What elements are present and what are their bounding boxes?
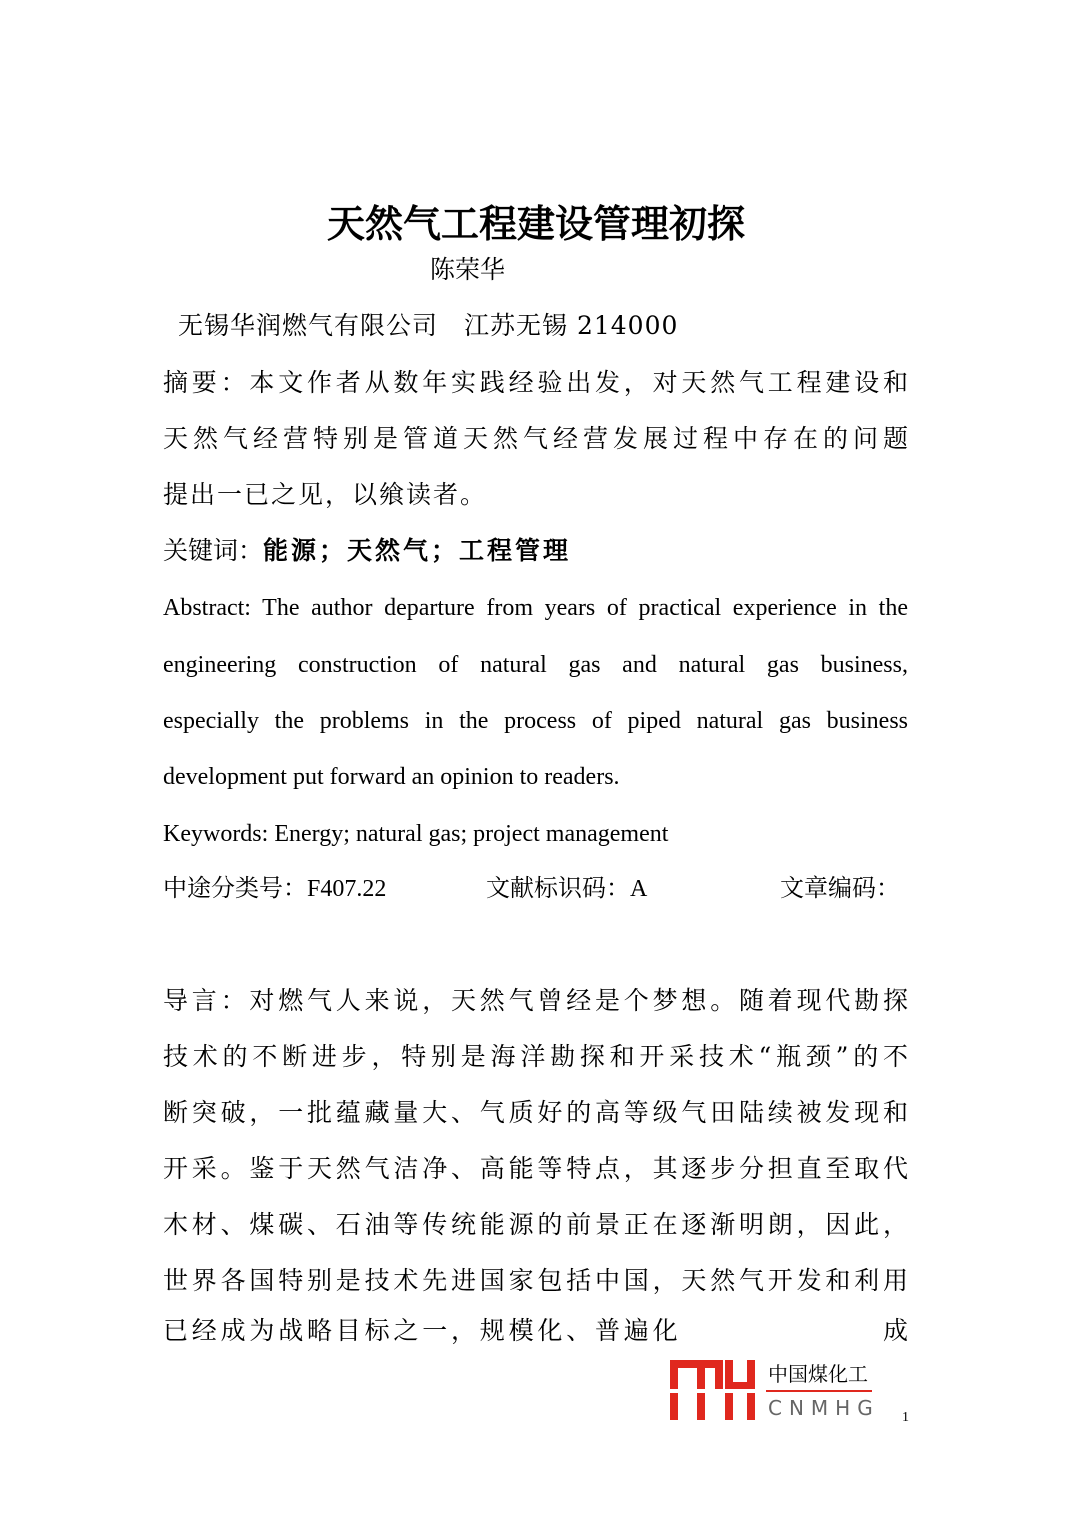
abstract-en-line: Abstract: The author departure from years of practical experience in the [163, 595, 908, 621]
watermark-logo [670, 1360, 880, 1422]
intro-line: 开采。鉴于天然气洁净、高能等特点，其逐步分担直至取代 [163, 1154, 908, 1183]
abstract-en-line: especially the problems in the process of piped natural gas business [163, 708, 908, 734]
watermark-en-text: CNMHG [768, 1396, 880, 1420]
document-code: 文献标识码：A [486, 876, 648, 902]
intro-line: 技术的不断进步，特别是海洋勘探和开采技术“瓶颈”的不 [163, 1042, 908, 1071]
keywords-zh-label: 关键词： [163, 536, 264, 565]
article-number: 文章编码： [780, 876, 900, 902]
keywords-en: Keywords: Energy; natural gas; project management [163, 821, 669, 847]
paper-title: 天然气工程建设管理初探 [326, 202, 745, 246]
abstract-zh-line: 提出一已之见，以飨读者。 [163, 480, 488, 509]
clc-number: 中途分类号：F407.22 [163, 876, 387, 902]
intro-line: 导言：对燃气人来说，天然气曾经是个梦想。随着现代勘探 [163, 986, 908, 1015]
keywords-zh-value: 能源；天然气；工程管理 [263, 536, 572, 565]
abstract-zh-line: 摘要：本文作者从数年实践经验出发，对天然气工程建设和 [163, 368, 908, 397]
page-number: 1 [902, 1410, 909, 1425]
intro-line: 断突破，一批蕴藏量大、气质好的高等级气田陆续被发现和 [163, 1098, 908, 1127]
affiliation: 无锡华润燃气有限公司 江苏无锡 214000 [178, 311, 679, 340]
intro-line: 世界各国特别是技术先进国家包括中国，天然气开发和利用 [163, 1266, 908, 1295]
author: 陈荣华 [430, 255, 506, 284]
abstract-zh-line: 天然气经营特别是管道天然气经营发展过程中存在的问题 [163, 424, 908, 453]
intro-line: 已经成为战略目标之一，规模化、普遍化 成 [163, 1316, 908, 1345]
abstract-en-line: engineering construction of natural gas and natural gas business, [163, 652, 908, 678]
intro-line: 木材、煤碳、石油等传统能源的前景正在逐渐明朗，因此， [163, 1210, 908, 1239]
abstract-en-line: development put forward an opinion to readers. [163, 764, 620, 790]
watermark-cn-text: 中国煤化工 [768, 1362, 868, 1386]
keywords-zh [163, 538, 571, 563]
